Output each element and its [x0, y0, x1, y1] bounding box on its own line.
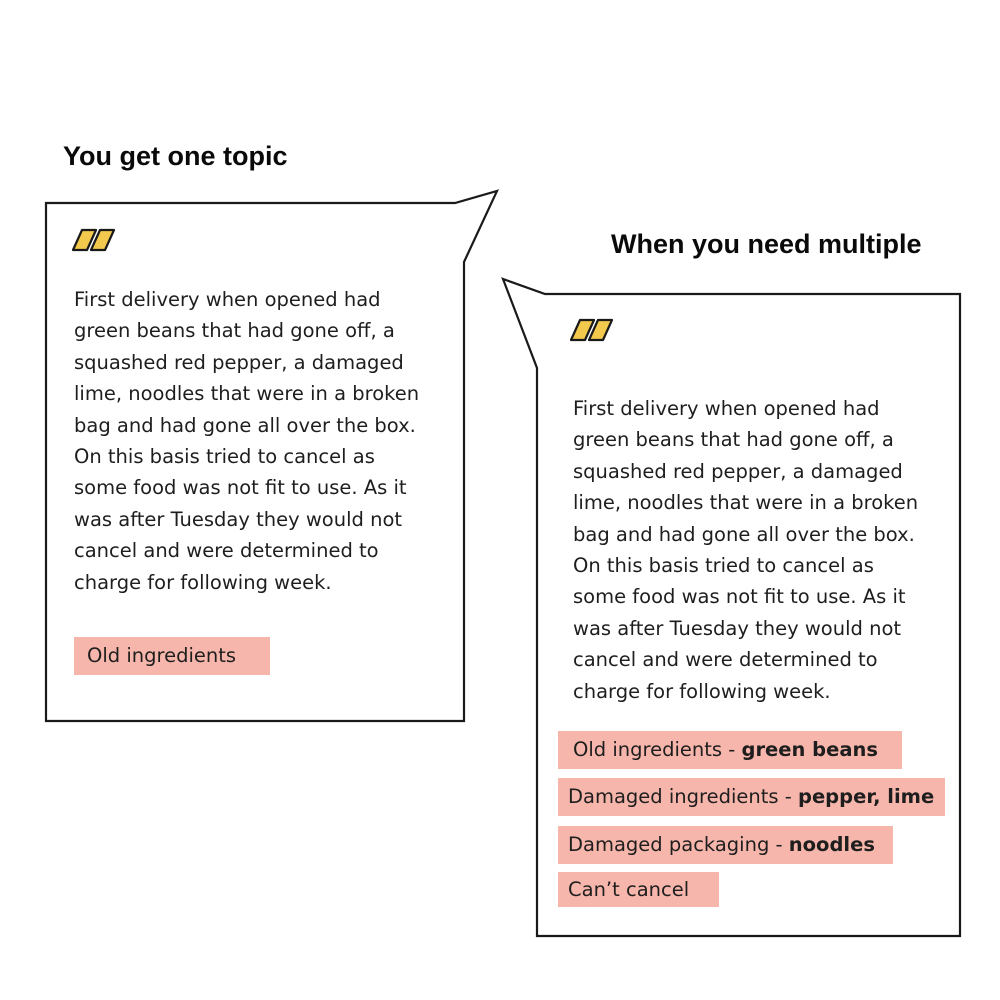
review-line: charge for following week. — [74, 570, 332, 594]
review-line: First delivery when opened had — [74, 288, 381, 311]
review-line: lime, noodles that were in a broken — [573, 491, 919, 515]
review-line: On this basis tried to cancel as — [573, 554, 874, 578]
topic-tag-old-ingredients — [74, 637, 270, 675]
review-text-left — [74, 284, 419, 598]
heading-multiple-topics: When you need multiple — [611, 229, 922, 259]
review-line: squashed red pepper, a damaged — [573, 459, 903, 483]
review-line: green beans that had gone off, a — [573, 428, 894, 452]
review-line: lime, noodles that were in a broken — [74, 382, 420, 406]
topic-tag-detail: pepper, lime — [798, 785, 935, 808]
review-line: squashed red pepper, a damaged — [74, 350, 404, 374]
topic-tag-detail: green beans — [741, 738, 879, 761]
topic-tag-label: Old ingredients — [87, 644, 237, 667]
review-line: cancel and were determined to — [573, 648, 878, 672]
quote-mark-icon — [569, 318, 615, 342]
review-line: charge for following week. — [573, 679, 831, 703]
review-line: bag and had gone all over the box. — [573, 522, 915, 546]
review-line: On this basis tried to cancel as — [74, 445, 375, 469]
topic-tag-label: Damaged packaging - — [568, 833, 789, 856]
review-line: cancel and were determined to — [74, 539, 379, 563]
topic-tag-detail: noodles — [788, 833, 875, 856]
review-line: First delivery when opened had — [573, 397, 880, 420]
topic-tag-damaged-ingredients — [558, 778, 945, 816]
review-line: some food was not fit to use. As it — [573, 585, 906, 609]
review-line: was after Tuesday they would not — [573, 616, 902, 640]
topic-tag-old-ingredients — [558, 731, 902, 769]
review-line: was after Tuesday they would not — [74, 507, 403, 531]
topic-tag-label: Old ingredients - — [573, 738, 742, 761]
quote-mark-icon — [71, 228, 117, 252]
review-line: green beans that had gone off, a — [74, 319, 395, 343]
review-text-right — [573, 393, 918, 707]
topic-tag-label: Can’t cancel — [568, 878, 690, 901]
topic-tag-label: Damaged ingredients - — [568, 785, 798, 808]
topic-tag-cant-cancel — [558, 872, 719, 907]
review-line: bag and had gone all over the box. — [74, 413, 416, 437]
topic-tag-damaged-packaging — [558, 826, 893, 864]
review-line: some food was not fit to use. As it — [74, 476, 407, 500]
heading-one-topic: You get one topic — [63, 141, 288, 171]
